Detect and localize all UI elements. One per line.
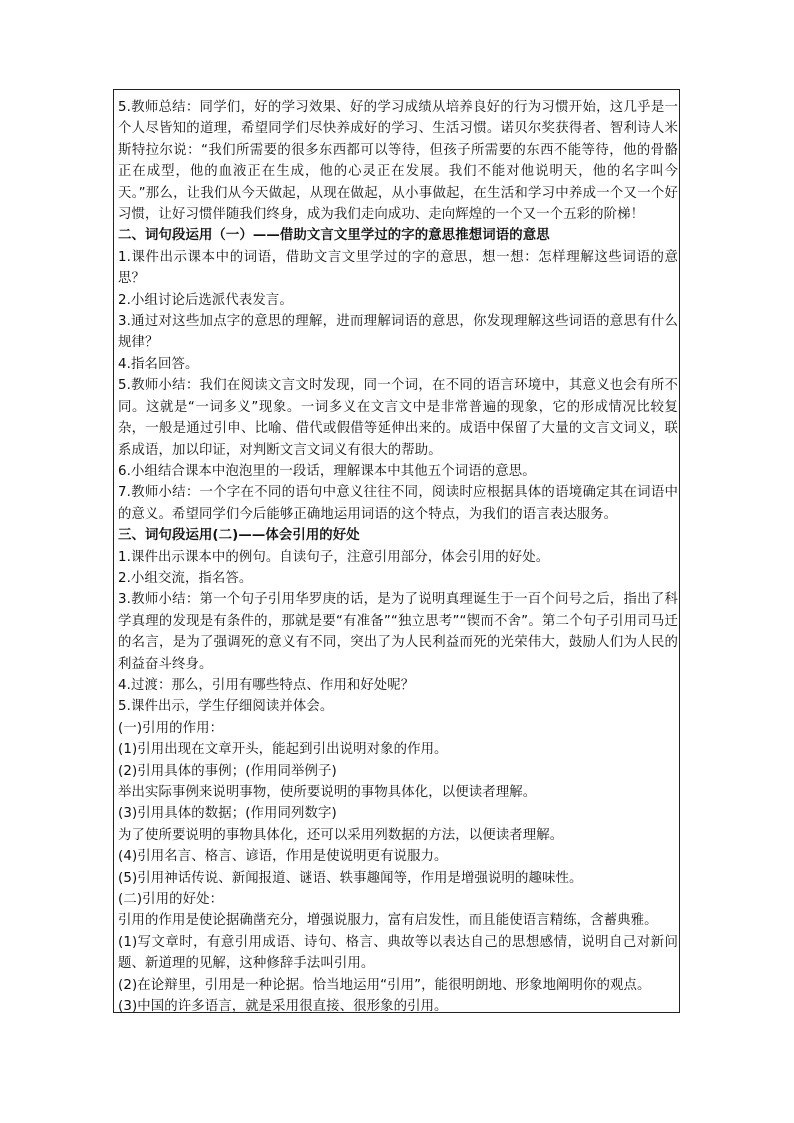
paragraph-step-5: 5.教师小结：我们在阅读文言文时发现，同一个词，在不同的语言环境中，其意义也会有所不同。这就是“一词多义”现象。一词多义在文言文中是非常普遍的现象，它的形成情况比较复杂，一般是通过引申、比喻、借代或假借等延伸出来的。成语中保留了大量的文言文词义，联系成语，加以印证，对判断文言文词义有很大的帮助。	[118, 378, 678, 458]
list-item-benefit-3: (3)中国的许多语言，就是采用很直接、很形象的引用。	[118, 999, 448, 1015]
list-item-benefit-2: (2)在论辩里，引用是一种论据。恰当地运用“引用”，能很明朗地、形象地阐明你的观点。	[118, 977, 651, 993]
paragraph-quote-step-2: 2.小组交流，指名答。	[118, 570, 253, 586]
paragraph-step-3: 3.通过对这些加点字的意思的理解，进而理解词语的意思，你发现理解这些词语的意思有什么规律？	[118, 314, 678, 351]
paragraph-quote-step-5: 5.课件出示，学生仔细阅读并体会。	[118, 699, 334, 715]
subheading-quote-benefit: (二)引用的好处：	[118, 892, 224, 908]
paragraph-benefit-summary: 引用的作用是使论据确凿充分，增强说服力，富有启发性，而且能使语言精练，含蓄典雅。	[118, 913, 658, 929]
paragraph-step-4: 4.指名回答。	[118, 356, 199, 372]
section-heading-two: 二、词句段运用（一）——借助文言文里学过的字的意思推想词语的意思	[118, 228, 550, 244]
paragraph-step-7: 7.教师小结：一个字在不同的语句中意义往往不同，阅读时应根据具体的语境确定其在词语中的意义。希望同学们今后能够正确地运用词语的这个特点，为我们的语言表达服务。	[118, 485, 678, 522]
paragraph-function-3-detail: 为了使所要说明的事物具体化，还可以采用列数据的方法，以便读者理解。	[118, 827, 564, 843]
section-heading-three: 三、词句段运用(二)——体会引用的好处	[118, 528, 360, 544]
paragraph-function-2-detail: 举出实际事例来说明事物，使所要说明的事物具体化，以便读者理解。	[118, 785, 537, 800]
list-item-function-3: (3)引用具体的数据；(作用同列数字)	[118, 806, 337, 822]
list-item-benefit-1: (1)写文章时，有意引用成语、诗句、格言、典故等以表达自己的思想感情，说明自己对新问题、新道理的见解，这种修辞手法叫引用。	[118, 934, 678, 972]
list-item-function-5: (5)引用神话传说、新闻报道、谜语、轶事趣闻等，作用是增强说明的趣味性。	[118, 870, 583, 886]
paragraph-teacher-summary: 5.教师总结：同学们，好的学习效果、好的学习成绩从培养良好的行为习惯开始，这几乎是一个人尽皆知的道理，希望同学们尽快养成好的学习、生活习惯。诺贝尔奖获得者、智利诗人米斯特拉尔说：“我们所需要的很多东西都可以等待，但孩子所需要的东西不能等待，他的骨骼正在成型，他的血液正在生成，他的心灵正在发展。我们不能对他说明天，他的名字叫今天。”那么，让我们从今天做起，从现在做起，从小事做起，在生活和学习中养成一个又一个好习惯，让好习惯伴随我们终身，成为我们走向成功、走向辉煌的一个又一个五彩的阶梯！	[118, 100, 678, 223]
paragraph-step-2: 2.小组讨论后选派代表发言。	[118, 292, 293, 308]
subheading-quote-function: (一)引用的作用：	[118, 720, 224, 736]
paragraph-step-6: 6.小组结合课本中泡泡里的一段话，理解课本中其他五个词语的意思。	[118, 463, 536, 479]
paragraph-quote-step-3: 3.教师小结：第一个句子引用华罗庚的话，是为了说明真理诞生于一百个问号之后，指出了科学真理的发现是有条件的，那就是要“有准备”“独立思考”“锲而不舍”。第二个句子引用司马迁的名言，是为了强调死的意义有不同，突出了为人民利益而死的光荣伟大，鼓励人们为人民的利益奋斗终身。	[118, 592, 678, 672]
document-body	[118, 97, 678, 1017]
paragraph-quote-step-4: 4.过渡：那么，引用有哪些特点、作用和好处呢？	[118, 677, 415, 693]
paragraph-quote-step-1: 1.课件出示课本中的例句。自读句子，注意引用部分，体会引用的好处。	[118, 549, 550, 565]
list-item-function-2: (2)引用具体的事例；(作用同举例子)	[118, 763, 337, 779]
list-item-function-1: (1)引用出现在文章开头，能起到引出说明对象的作用。	[118, 742, 448, 758]
paragraph-step-1: 1.课件出示课本中的词语，借助文言文里学过的字的意思，想一想：怎样理解这些词语的意思？	[118, 249, 678, 287]
list-item-function-4: (4)引用名言、格言、谚语，作用是使说明更有说服力。	[118, 849, 448, 865]
